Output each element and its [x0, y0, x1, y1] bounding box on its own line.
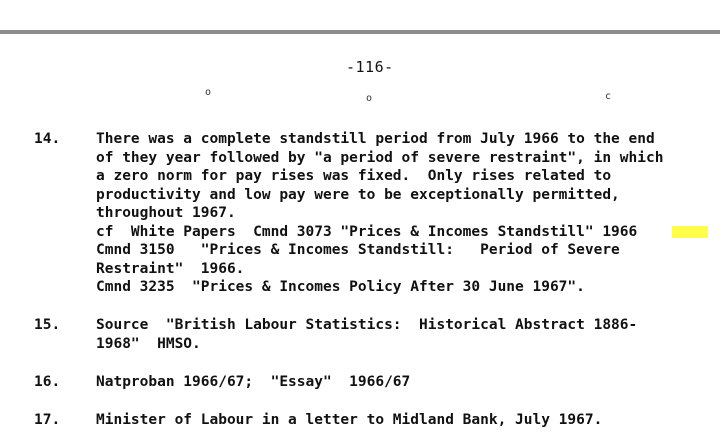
footnote-text: [96, 316, 696, 353]
text-line: productivity and low pay were to be exceptionally permitted,: [96, 186, 620, 203]
footnote-number: 16.: [34, 374, 61, 390]
text-line: 1968" HMSO.: [96, 335, 201, 352]
speck-mark: c: [605, 91, 612, 102]
text-line: There was a complete standstill period from July 1966 to the end: [96, 131, 655, 147]
footnote-number: 14.: [34, 131, 61, 147]
text-line: Minister of Labour in a letter to Midland Bank, July 1967.: [96, 412, 603, 428]
text-line: Restraint" 1966.: [96, 260, 245, 277]
text-line: Cmnd 3235 "Prices & Incomes Policy After 30 June 1967".: [96, 279, 585, 295]
speck-mark: o: [205, 87, 212, 98]
footnote-text: [96, 411, 696, 430]
footnote-number: 15.: [34, 317, 61, 333]
text-line: cf White Papers Cmnd 3073 "Prices & Incomes Standstill" 1966: [96, 223, 638, 240]
footnote-number: 17.: [34, 412, 61, 428]
text-line: throughout 1967.: [96, 205, 236, 221]
text-line: Natproban 1966/67; "Essay" 1966/67: [96, 374, 411, 390]
text-line: a zero norm for pay rises was fixed. Only rises related to: [96, 168, 612, 184]
text-line: Cmnd 3150 "Prices & Incomes Standstill: Period of Severe: [96, 242, 620, 258]
page-number: -116-: [346, 58, 394, 76]
footnote-text: [96, 373, 696, 392]
text-line: of they year followed by "a period of severe restraint", in which: [96, 149, 664, 166]
text-line: Source "British Labour Statistics: Historical Abstract 1886-: [96, 317, 638, 333]
speck-mark: o: [366, 93, 373, 104]
footnote-text: [96, 130, 696, 297]
page-top-border: [0, 0, 720, 34]
